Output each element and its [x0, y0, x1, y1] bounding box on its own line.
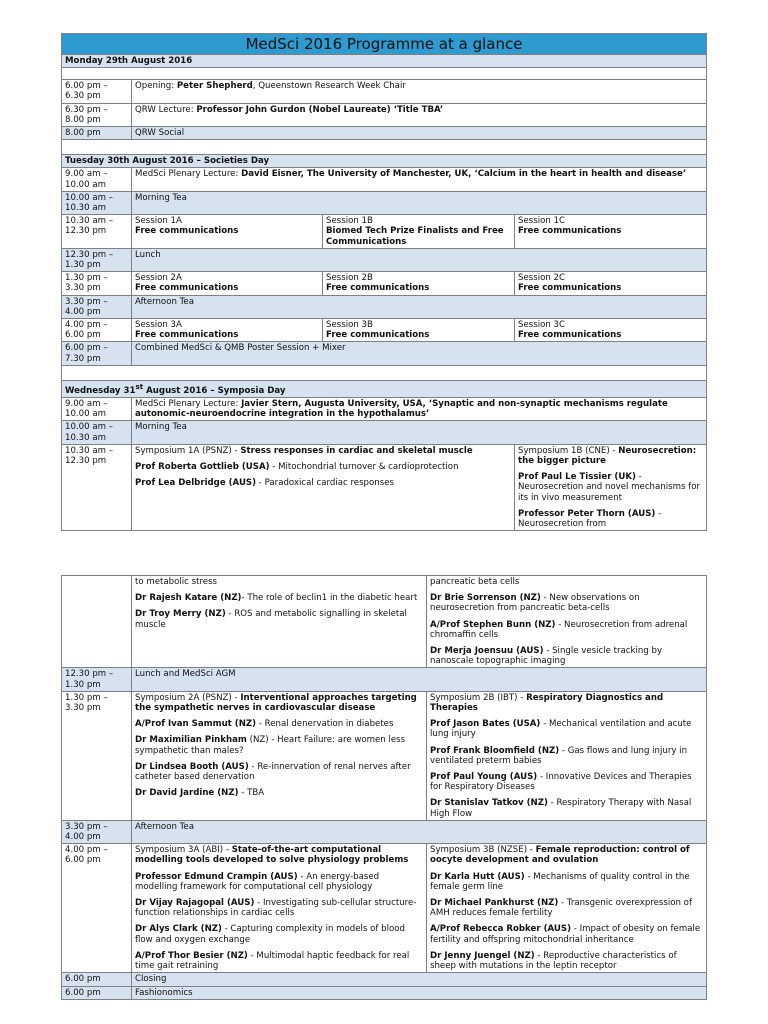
talk-item: Dr Karla Hutt (AUS) - Mechanisms of quality control in the female germ line [430, 871, 690, 892]
schedule-row [62, 80, 707, 103]
talk-item: Professor Peter Thorn (AUS) - Neurosecretion from [518, 508, 662, 529]
schedule-row [62, 168, 707, 191]
talk-item: Dr Vijay Rajagopal (AUS) - Investigating sub-cellular structure-function relationships in cardiac cells [135, 898, 417, 919]
talk-item: Prof Lea Delbridge (AUS) - Paradoxical cardiac responses [135, 478, 394, 489]
session-cell: Session 3B Free communications [323, 319, 515, 342]
event-cell: MedSci Plenary Lecture: Javier Stern, Augusta University, USA, ‘Synaptic and non-synaptic mechanisms regulate autonomic-neuroendocrine integration in the hypothalamus’ [132, 397, 707, 420]
schedule-row [62, 103, 707, 126]
symposium-cell: Symposium 1B (CNE) - Neurosecretion: the bigger picture Prof Paul Le Tissier (UK) - Neurosecretion and novel mechanisms for its in vivo measurement Professor Peter Thorn (AUS) - Neurosecretion from [515, 444, 707, 530]
talk-item: Dr Lindsea Booth (AUS) - Re-innervation of renal nerves after catheter based denervation [135, 761, 411, 783]
session-cell: Session 1A Free communications [132, 215, 323, 249]
event-cell: Afternoon Tea [132, 295, 707, 318]
schedule-row [62, 342, 707, 365]
time-cell: 8.00 pm [62, 127, 132, 140]
schedule-row [62, 986, 707, 999]
schedule-row [62, 844, 707, 973]
time-cell: 6.00 pm – 7.30 pm [62, 342, 132, 365]
time-cell: 10.00 am – 10.30 am [62, 421, 132, 444]
event-cell: QRW Social [132, 127, 707, 140]
schedule-row [62, 248, 707, 271]
talk-item: Dr Brie Sorrenson (NZ) - New observations on neurosecretion from pancreatic beta-cells [430, 593, 640, 614]
programme-table-page1 [61, 33, 707, 531]
schedule-row [62, 444, 707, 530]
talk-item: A/Prof Ivan Sammut (NZ) - Renal denervation in diabetes [135, 719, 394, 730]
talk-item: Dr Michael Pankhurst (NZ) - Transgenic overexpression of AMH reduces female fertility [430, 898, 692, 919]
programme-title: MedSci 2016 Programme at a glance [62, 34, 707, 55]
talk-item: A/Prof Thor Besier (NZ) - Multimodal haptic feedback for real time gait retraining [135, 950, 410, 972]
talk-item: Dr Jenny Juengel (NZ) - Reproductive characteristics of sheep with mutations in the leptin receptor [430, 950, 677, 972]
session-cell: Session 3A Free communications [132, 319, 323, 342]
symposium-cell: Symposium 2A (PSNZ) - Interventional approaches targeting the sympathetic nerves in cardiovascular disease A/Prof Ivan Sammut (NZ) - Renal denervation in diabetes Dr Maximilian Pinkham (NZ) - Heart Failure: are women less sympathetic than males? Dr Lindsea Booth (AUS) - Re-innervation of renal nerves after catheter based denervation Dr David Jardine (NZ) - TBA [132, 691, 427, 820]
session-cell: Session 2B Free communications [323, 272, 515, 295]
blank-row [62, 68, 707, 80]
talk-item: Professor Edmund Crampin (AUS) - An energy-based modelling framework for computational cell physiology [135, 871, 380, 892]
symposium-cell: Symposium 1A (PSNZ) - Stress responses in cardiac and skeletal muscle Prof Roberta Gottlieb (USA) - Mitochondrial turnover & cardioprotection Prof Lea Delbridge (AUS) - Paradoxical cardiac responses [132, 444, 515, 530]
event-cell: Combined MedSci & QMB Poster Session + Mixer [132, 342, 707, 365]
time-cell: 4.00 pm – 6.00 pm [62, 319, 132, 342]
event-cell: QRW Lecture: Professor John Gurdon (Nobel Laureate) ‘Title TBA’ [132, 103, 707, 126]
schedule-row [62, 319, 707, 342]
talk-item: Prof Paul Le Tissier (UK) - Neurosecretion and novel mechanisms for its in vivo measurement [518, 472, 700, 503]
time-cell: 1.30 pm – 3.30 pm [62, 272, 132, 295]
time-cell: 3.30 pm – 4.00 pm [62, 820, 132, 843]
session-cell: Session 2C Free communications [515, 272, 707, 295]
time-cell: 1.30 pm – 3.30 pm [62, 691, 132, 820]
event-cell: Morning Tea [132, 421, 707, 444]
schedule-row [62, 127, 707, 140]
talk-item: Dr Merja Joensuu (AUS) - Single vesicle tracking by nanoscale topographic imaging [430, 646, 663, 667]
session-cell: Session 3C Free communications [515, 319, 707, 342]
event-cell: Closing [132, 973, 707, 986]
event-cell: Morning Tea [132, 191, 707, 214]
time-cell: 6.30 pm – 8.00 pm [62, 103, 132, 126]
time-cell: 6.00 pm [62, 973, 132, 986]
schedule-row [62, 820, 707, 843]
schedule-row [62, 668, 707, 691]
event-cell: Fashionomics [132, 986, 707, 999]
talk-item: Prof Jason Bates (USA) - Mechanical ventilation and acute lung injury [430, 719, 692, 740]
talk-item: Prof Roberta Gottlieb (USA) - Mitochondrial turnover & cardioprotection [135, 461, 459, 472]
talk-item: Prof Paul Young (AUS) - Innovative Devices and Therapies for Respiratory Diseases [430, 772, 692, 793]
event-cell: Opening: Peter Shepherd, Queenstown Research Week Chair [132, 80, 707, 103]
talk-item: Dr David Jardine (NZ) - TBA [135, 788, 265, 799]
talk-item: A/Prof Stephen Bunn (NZ) - Neurosecretion from adrenal chromaffin cells [430, 619, 688, 640]
session-cell: Session 2A Free communications [132, 272, 323, 295]
wednesday-header: Wednesday 31st August 2016 – Symposia Day [62, 380, 707, 397]
time-cell [62, 576, 132, 668]
time-cell: 6.00 pm [62, 986, 132, 999]
time-cell: 9.00 am – 10.00 am [62, 168, 132, 191]
session-cell: Session 1B Biomed Tech Prize Finalists and Free Communications [323, 215, 515, 249]
time-cell: 9.00 am – 10.00 am [62, 397, 132, 420]
schedule-row [62, 421, 707, 444]
time-cell: 10.30 am – 12.30 pm [62, 444, 132, 530]
event-cell: MedSci Plenary Lecture: David Eisner, The University of Manchester, UK, ‘Calcium in the heart in health and disease’ [132, 168, 707, 191]
time-cell: 4.00 pm – 6.00 pm [62, 844, 132, 973]
talk-item: Dr Maximilian Pinkham (NZ) - Heart Failure: are women less sympathetic than males? [135, 735, 406, 756]
symposium-cell: to metabolic stress Dr Rajesh Katare (NZ)- The role of beclin1 in the diabetic heart Dr Troy Merry (NZ) - ROS and metabolic signalling in skeletal muscle [132, 576, 427, 668]
tuesday-header: Tuesday 30th August 2016 – Societies Day [62, 155, 707, 168]
schedule-row [62, 215, 707, 249]
schedule-row [62, 973, 707, 986]
schedule-row [62, 272, 707, 295]
talk-item: Dr Alys Clark (NZ) - Capturing complexity in models of blood flow and oxygen exchange [135, 924, 405, 945]
symposium-cell: pancreatic beta cells Dr Brie Sorrenson (NZ) - New observations on neurosecretion from pancreatic beta-cells A/Prof Stephen Bunn (NZ) - Neurosecretion from adrenal chromaffin cells Dr Merja Joensuu (AUS) - Single vesicle tracking by nanoscale topographic imaging [427, 576, 707, 668]
symposium-cell: Symposium 3A (ABI) - State-of-the-art computational modelling tools developed to solve physiology problems Professor Edmund Crampin (AUS) - An energy-based modelling framework for computational cell physiology Dr Vijay Rajagopal (AUS) - Investigating sub-cellular structure-function relationships in cardiac cells Dr Alys Clark (NZ) - Capturing complexity in models of blood flow and oxygen exchange A/Prof Thor Besier (NZ) - Multimodal haptic feedback for real time gait retraining [132, 844, 427, 973]
symposium-cell: Symposium 2B (IBT) - Respiratory Diagnostics and Therapies Prof Jason Bates (USA) - Mechanical ventilation and acute lung injury Prof Frank Bloomfield (NZ) - Gas flows and lung injury in ventilated preterm babies Prof Paul Young (AUS) - Innovative Devices and Therapies for Respiratory Diseases Dr Stanislav Tatkov (NZ) - Respiratory Therapy with Nasal High Flow [427, 691, 707, 820]
time-cell: 10.30 am – 12.30 pm [62, 215, 132, 249]
time-cell: 3.30 pm – 4.00 pm [62, 295, 132, 318]
time-cell: 6.00 pm – 6.30 pm [62, 80, 132, 103]
event-cell: Afternoon Tea [132, 820, 707, 843]
event-cell: Lunch [132, 248, 707, 271]
monday-header: Monday 29th August 2016 [62, 55, 707, 68]
schedule-row [62, 191, 707, 214]
talk-item: A/Prof Rebecca Robker (AUS) - Impact of obesity on female fertility and offspring mitochondrial inheritance [430, 924, 701, 945]
time-cell: 10.00 am – 10.30 am [62, 191, 132, 214]
time-cell: 12.30 pm – 1.30 pm [62, 248, 132, 271]
programme-table-page2 [61, 575, 707, 1000]
schedule-row [62, 691, 707, 820]
talk-item: Prof Frank Bloomfield (NZ) - Gas flows and lung injury in ventilated preterm babies [430, 745, 688, 766]
session-cell: Session 1C Free communications [515, 215, 707, 249]
schedule-row [62, 397, 707, 420]
talk-item: Dr Troy Merry (NZ) - ROS and metabolic signalling in skeletal muscle [135, 609, 407, 630]
schedule-row [62, 295, 707, 318]
time-cell: 12.30 pm – 1.30 pm [62, 668, 132, 691]
event-cell: Lunch and MedSci AGM [132, 668, 707, 691]
talk-item: Dr Rajesh Katare (NZ)- The role of beclin1 in the diabetic heart [135, 593, 418, 604]
talk-item: Dr Stanislav Tatkov (NZ) - Respiratory Therapy with Nasal High Flow [430, 798, 692, 819]
schedule-row [62, 576, 707, 668]
symposium-cell: Symposium 3B (NZSE) - Female reproduction: control of oocyte development and ovulation Dr Karla Hutt (AUS) - Mechanisms of quality control in the female germ line Dr Michael Pankhurst (NZ) - Transgenic overexpression of AMH reduces female fertility A/Prof Rebecca Robker (AUS) - Impact of obesity on female fertility and offspring mitochondrial inheritance Dr Jenny Juengel (NZ) - Reproductive characteristics of sheep with mutations in the leptin receptor [427, 844, 707, 973]
